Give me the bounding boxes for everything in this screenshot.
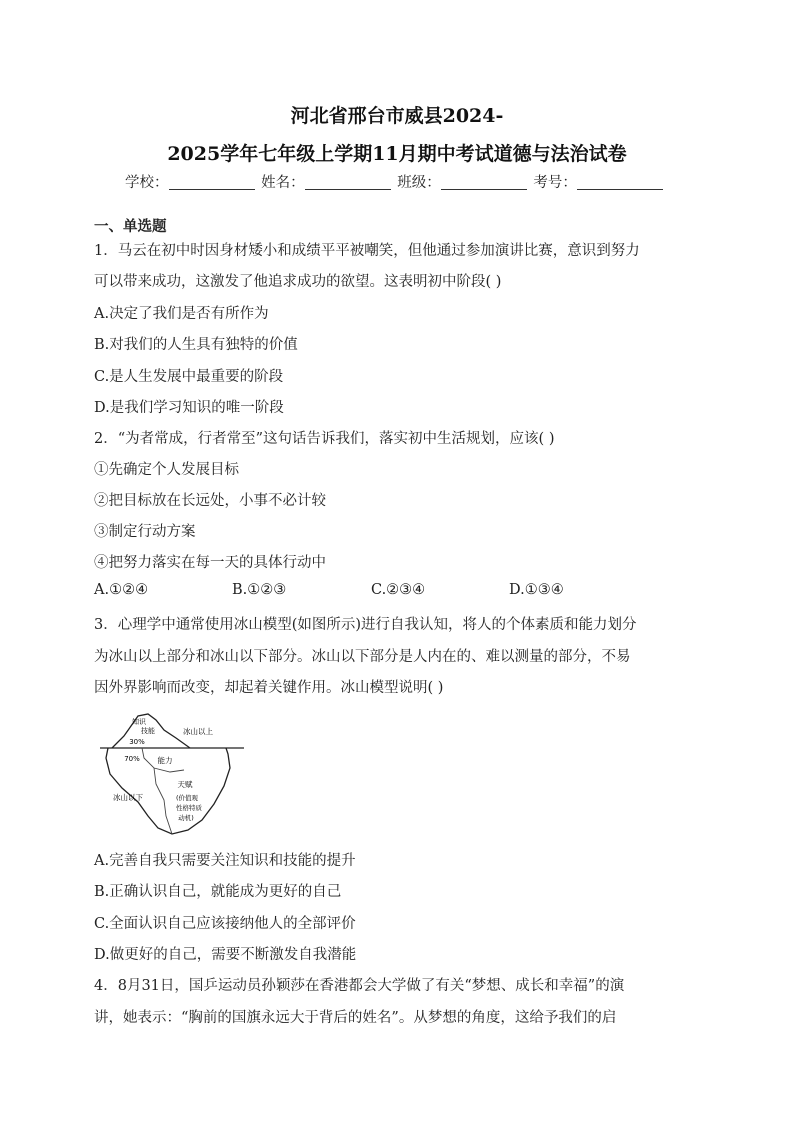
q2-statement-3: ③制定行动方案 — [94, 524, 196, 540]
q2-statement-4: ④把努力落实在每一天的具体行动中 — [94, 555, 326, 571]
exam-title-line2: 2025学年七年级上学期11月期中考试道德与法治试卷 — [167, 143, 627, 165]
q3-option-d: D.做更好的自己，需要不断激发自我潜能 — [94, 947, 357, 963]
q1-stem-line1: 1．马云在初中时因身材矮小和成绩平平被嘲笑，但他通过参加演讲比赛，意识到努力 — [94, 243, 640, 259]
exam-title-line1: 河北省邢台市威县2024- — [290, 105, 504, 127]
q1-option-a: A.决定了我们是否有所作为 — [94, 306, 269, 322]
q2-option-b: B.①②③ — [232, 582, 287, 598]
q3-stem-line3: 因外界影响而改变，却起着关键作用。冰山模型说明( ) — [94, 680, 444, 696]
fig-label-talent: 天赋 — [177, 780, 193, 789]
talent-divider — [154, 768, 172, 834]
fig-label-below: 冰山以下 — [113, 793, 143, 802]
q2-statement-2: ②把目标放在长远处，小事不必计较 — [94, 493, 326, 509]
fig-label-values: (价值观 — [175, 794, 199, 802]
student-info-row — [125, 171, 665, 192]
iceberg-figure — [98, 712, 248, 840]
section-heading: 一、单选题 — [94, 219, 167, 235]
school-label: 学校： — [125, 175, 169, 191]
number-field[interactable] — [577, 175, 663, 190]
q1-option-c: C.是人生发展中最重要的阶段 — [94, 369, 284, 385]
class-field[interactable] — [441, 175, 527, 190]
q4-stem-line2: 讲，她表示：“胸前的国旗永远大于背后的姓名”。从梦想的角度，这给予我们的启 — [94, 1010, 617, 1026]
q2-option-d: D.①③④ — [509, 582, 564, 598]
fig-label-ability: 能力 — [157, 756, 173, 765]
q2-statement-1: ①先确定个人发展目标 — [94, 462, 239, 478]
q1-option-d: D.是我们学习知识的唯一阶段 — [94, 400, 284, 416]
fig-label-skills: 技能 — [141, 727, 155, 735]
q3-option-b: B.正确认识自己，就能成为更好的自己 — [94, 884, 342, 900]
q2-options-row — [94, 582, 694, 602]
fig-label-below-pct: 70% — [124, 755, 140, 763]
fig-label-above-pct: 30% — [129, 738, 145, 746]
q1-stem-line2: 可以带来成功，这激发了他追求成功的欲望。这表明初中阶段( ) — [94, 274, 502, 290]
q3-option-c: C.全面认识自己应该接纳他人的全部评价 — [94, 916, 356, 932]
class-label: 班级： — [397, 175, 441, 191]
school-field[interactable] — [169, 175, 255, 190]
q3-stem-line2: 为冰山以上部分和冰山以下部分。冰山以下部分是人内在的、难以测量的部分，不易 — [94, 649, 631, 665]
q3-option-a: A.完善自我只需要关注知识和技能的提升 — [94, 853, 356, 869]
q3-stem-line1: 3．心理学中通常使用冰山模型(如图所示)进行自我认知，将人的个体素质和能力划分 — [94, 617, 637, 633]
q4-stem-line1: 4．8月31日，国乒运动员孙颖莎在香港都会大学做了有关“梦想、成长和幸福”的演 — [94, 978, 625, 994]
fig-label-above: 冰山以上 — [183, 727, 213, 736]
q1-option-b: B.对我们的人生具有独特的价值 — [94, 337, 298, 353]
fig-label-traits: 性格特质 — [176, 804, 202, 812]
name-field[interactable] — [305, 175, 391, 190]
fig-label-motivation: 动机) — [178, 814, 194, 822]
q2-stem: 2．“为者常成，行者常至”这句话告诉我们，落实初中生活规划，应该( ) — [94, 431, 555, 447]
name-label: 姓名： — [261, 175, 305, 191]
fig-label-knowledge: 知识 — [132, 718, 146, 726]
q2-option-a: A.①②④ — [94, 582, 149, 598]
q2-option-c: C.②③④ — [371, 582, 426, 598]
number-label: 考号： — [533, 175, 577, 191]
